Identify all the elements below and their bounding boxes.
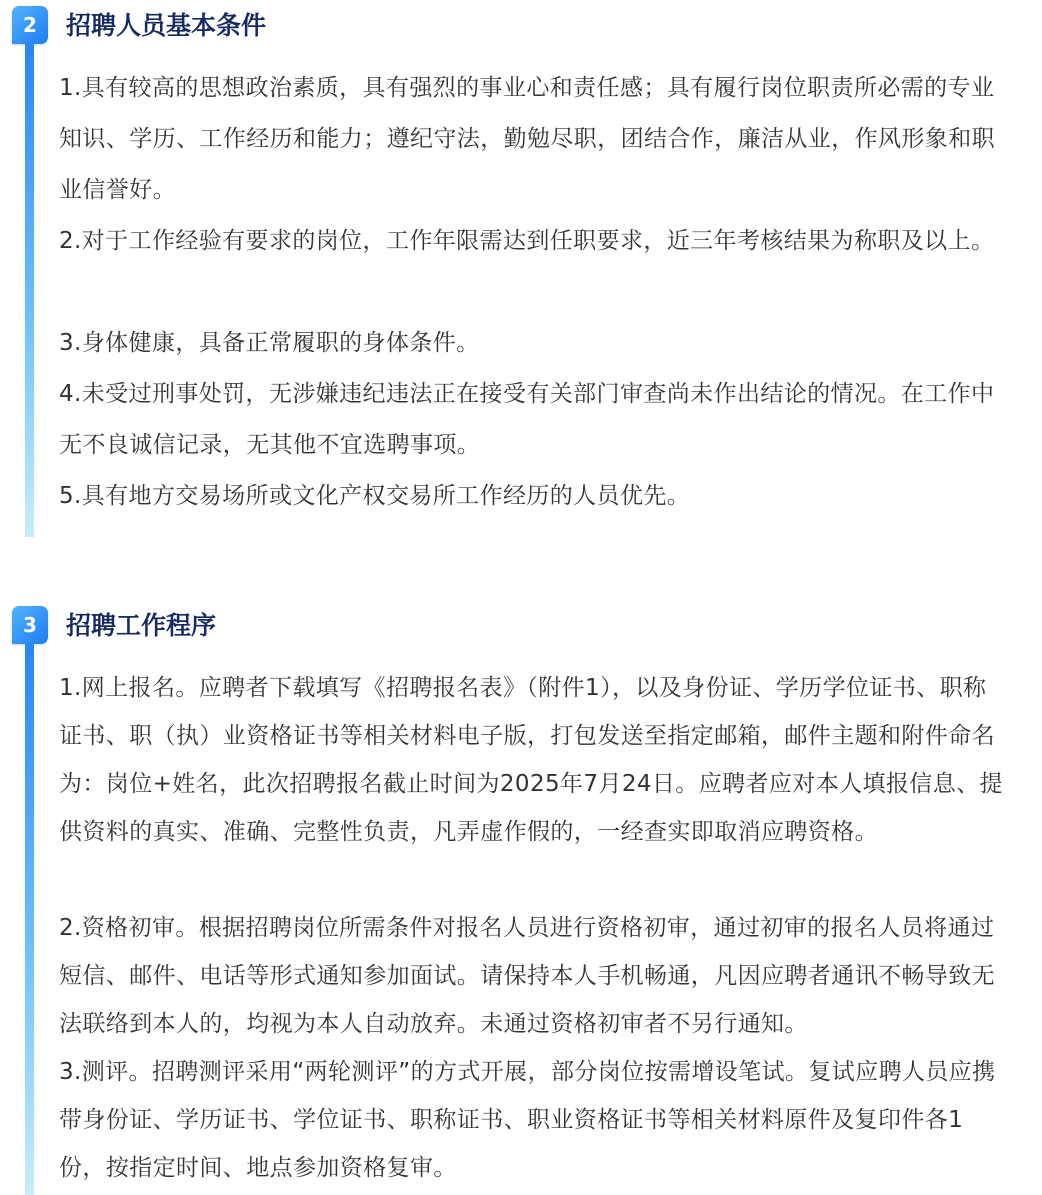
section-basic-requirements [0, 0, 1042, 540]
procedure-item-1: 1.网上报名。应聘者下载填写《招聘报名表》（附件1），以及身份证、学历学位证书、职称证书、职（执）业资格证书等相关材料电子版，打包发送至指定邮箱，邮件主题和附件命名为：岗位+姓名，此次招聘报名截止时间为2025年7月24日。应聘者应对本人填报信息、提供资料的真实、准确、完整性负责，凡弄虚作假的，一经查实即取消应聘资格。 [59, 675, 1003, 845]
section-title: 招聘工作程序 [66, 611, 217, 640]
procedure-item-3: 3.测评。招聘测评采用“两轮测评”的方式开展，部分岗位按需增设笔试。复试应聘人员应携带身份证、学历证书、学位证书、职称证书、职业资格证书等相关材料原件及复印件各1份，按指定时间、地点参加资格复审。 [59, 1059, 996, 1181]
section-number-badge: 3 [12, 606, 48, 644]
section-recruitment-procedure [0, 600, 1042, 1195]
section-number-badge: 2 [12, 6, 48, 44]
requirement-item-5: 5.具有地方交易场所或文化产权交易所工作经历的人员优先。 [59, 483, 691, 509]
section-accent-bar [25, 644, 34, 1195]
requirement-item-3: 3.身体健康，具备正常履职的身体条件。 [59, 330, 480, 356]
procedure-item-2: 2.资格初审。根据招聘岗位所需条件对报名人员进行资格初审，通过初审的报名人员将通过短信、邮件、电话等形式通知参加面试。请保持本人手机畅通，凡因应聘者通讯不畅导致无法联络到本人的，均视为本人自动放弃。未通过资格初审者不另行通知。 [59, 915, 995, 1037]
section-title: 招聘人员基本条件 [66, 11, 267, 40]
requirement-item-1: 1.具有较高的思想政治素质，具有强烈的事业心和责任感；具有履行岗位职责所必需的专业知识、学历、工作经历和能力；遵纪守法，勤勉尽职，团结合作，廉洁从业，作风形象和职业信誉好。 [59, 75, 995, 203]
requirement-item-4: 4.未受过刑事处罚，无涉嫌违纪违法正在接受有关部门审查尚未作出结论的情况。在工作中无不良诚信记录，无其他不宜选聘事项。 [59, 381, 995, 458]
section-accent-bar [25, 44, 34, 537]
requirement-item-2: 2.对于工作经验有要求的岗位，工作年限需达到任职要求，近三年考核结果为称职及以上。 [59, 228, 995, 254]
